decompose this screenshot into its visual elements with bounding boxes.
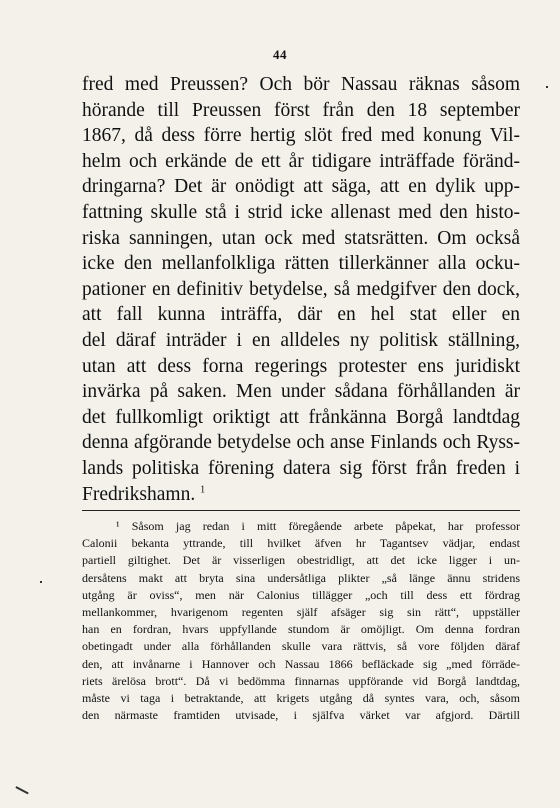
footnote-line: riets ärelösa brott“. Då vi bedömma finnarnas uppförande vid Borgå landtdag,	[82, 673, 520, 688]
footnote-line: dersåtens makt att bryta sina undersåtliga plikter „så länge ännu stridens	[82, 570, 520, 585]
footnote-line: Calonii bekanta yttrande, till hvilket äfven hr Tagantsev vädjar, endast	[82, 536, 520, 551]
footnote-separator	[82, 510, 520, 511]
body-line: del däraf inträder i en alldeles ny politisk ställning,	[82, 329, 520, 351]
body-line: icke den mellanfolkliga rätten tillerkänner alla ocku-	[82, 253, 520, 275]
body-line: hörande till Preussen först från den 18 september	[82, 99, 520, 121]
scan-scratch	[16, 786, 29, 794]
body-line: pationer en definitiv betydelse, så medgifver den dock,	[82, 278, 520, 300]
footnote-line: obetingadt under alla förhållanden skulle vara rättvis, så vore följden däraf	[82, 639, 520, 654]
body-line: fred med Preussen? Och bör Nassau räknas såsom	[82, 74, 520, 95]
body-line: att fall kunna inträffa, där en hel stat eller en	[82, 304, 520, 326]
body-line: fattning skulle stå i strid icke allenast med den histo-	[82, 201, 520, 223]
body-line: det fullkomligt oriktigt att frånkänna Borgå landtdag	[82, 406, 520, 428]
body-line: denna afgörande betydelse och anse Finlands och Ryss-	[82, 432, 520, 454]
body-line: utan att dess forna regerings protester ens juridiskt	[82, 355, 520, 377]
body-line: riska sanningen, utan ock med statsrätten. Om också	[82, 227, 520, 249]
body-line: invärka på saken. Men under sådana förhållanden är	[82, 381, 520, 403]
body-line: lands politiska förening datera sig först från freden i	[82, 457, 520, 479]
footnote-line: mellankommer, hvarigenom regenten själf afsäger sig sin rätt“, uppställer	[82, 604, 520, 619]
body-line-text: Fredrikshamn.	[82, 483, 196, 505]
scan-speck	[40, 581, 42, 583]
footnote-line: han en fordran, hvars uppfyllande stundom är omöjligt. Om denna fordran	[82, 622, 520, 637]
footnote-line: ¹ Såsom jag redan i mitt föregående arbete påpekat, har professor	[116, 519, 520, 533]
body-line: 1867, då dess förre hertig slöt fred med konung Vil-	[82, 125, 520, 147]
body-text	[82, 72, 520, 507]
footnote-line: den närmaste framtiden utvisade, i själfva värket var afgjord. Därtill	[82, 708, 520, 723]
body-line-last	[82, 482, 520, 508]
footnote-line: utgång är oviss“, men när Calonius tillägger „och till dess ett fördrag	[82, 587, 520, 602]
footnote-line: den, att invånarne i Hannover och Nassau 1866 befläckade sig „med förräde-	[82, 656, 520, 671]
body-line: dringarna? Det är onödigt att säga, att en dylik upp-	[82, 176, 520, 198]
footnote-line: måste vi taga i betraktande, att krigets utgång då syntes vara, och, såsom	[82, 690, 520, 705]
footnote-reference: 1	[200, 484, 206, 495]
footnote	[82, 518, 520, 724]
page-number: 44	[273, 47, 287, 62]
body-line: helm och erkände de ett år tidigare inträffade föränd-	[82, 150, 520, 172]
footnote-line: partiell giltighet. Det är visserligen obestridligt, att det icke ligger i un-	[82, 553, 520, 568]
scan-speck	[546, 86, 548, 88]
